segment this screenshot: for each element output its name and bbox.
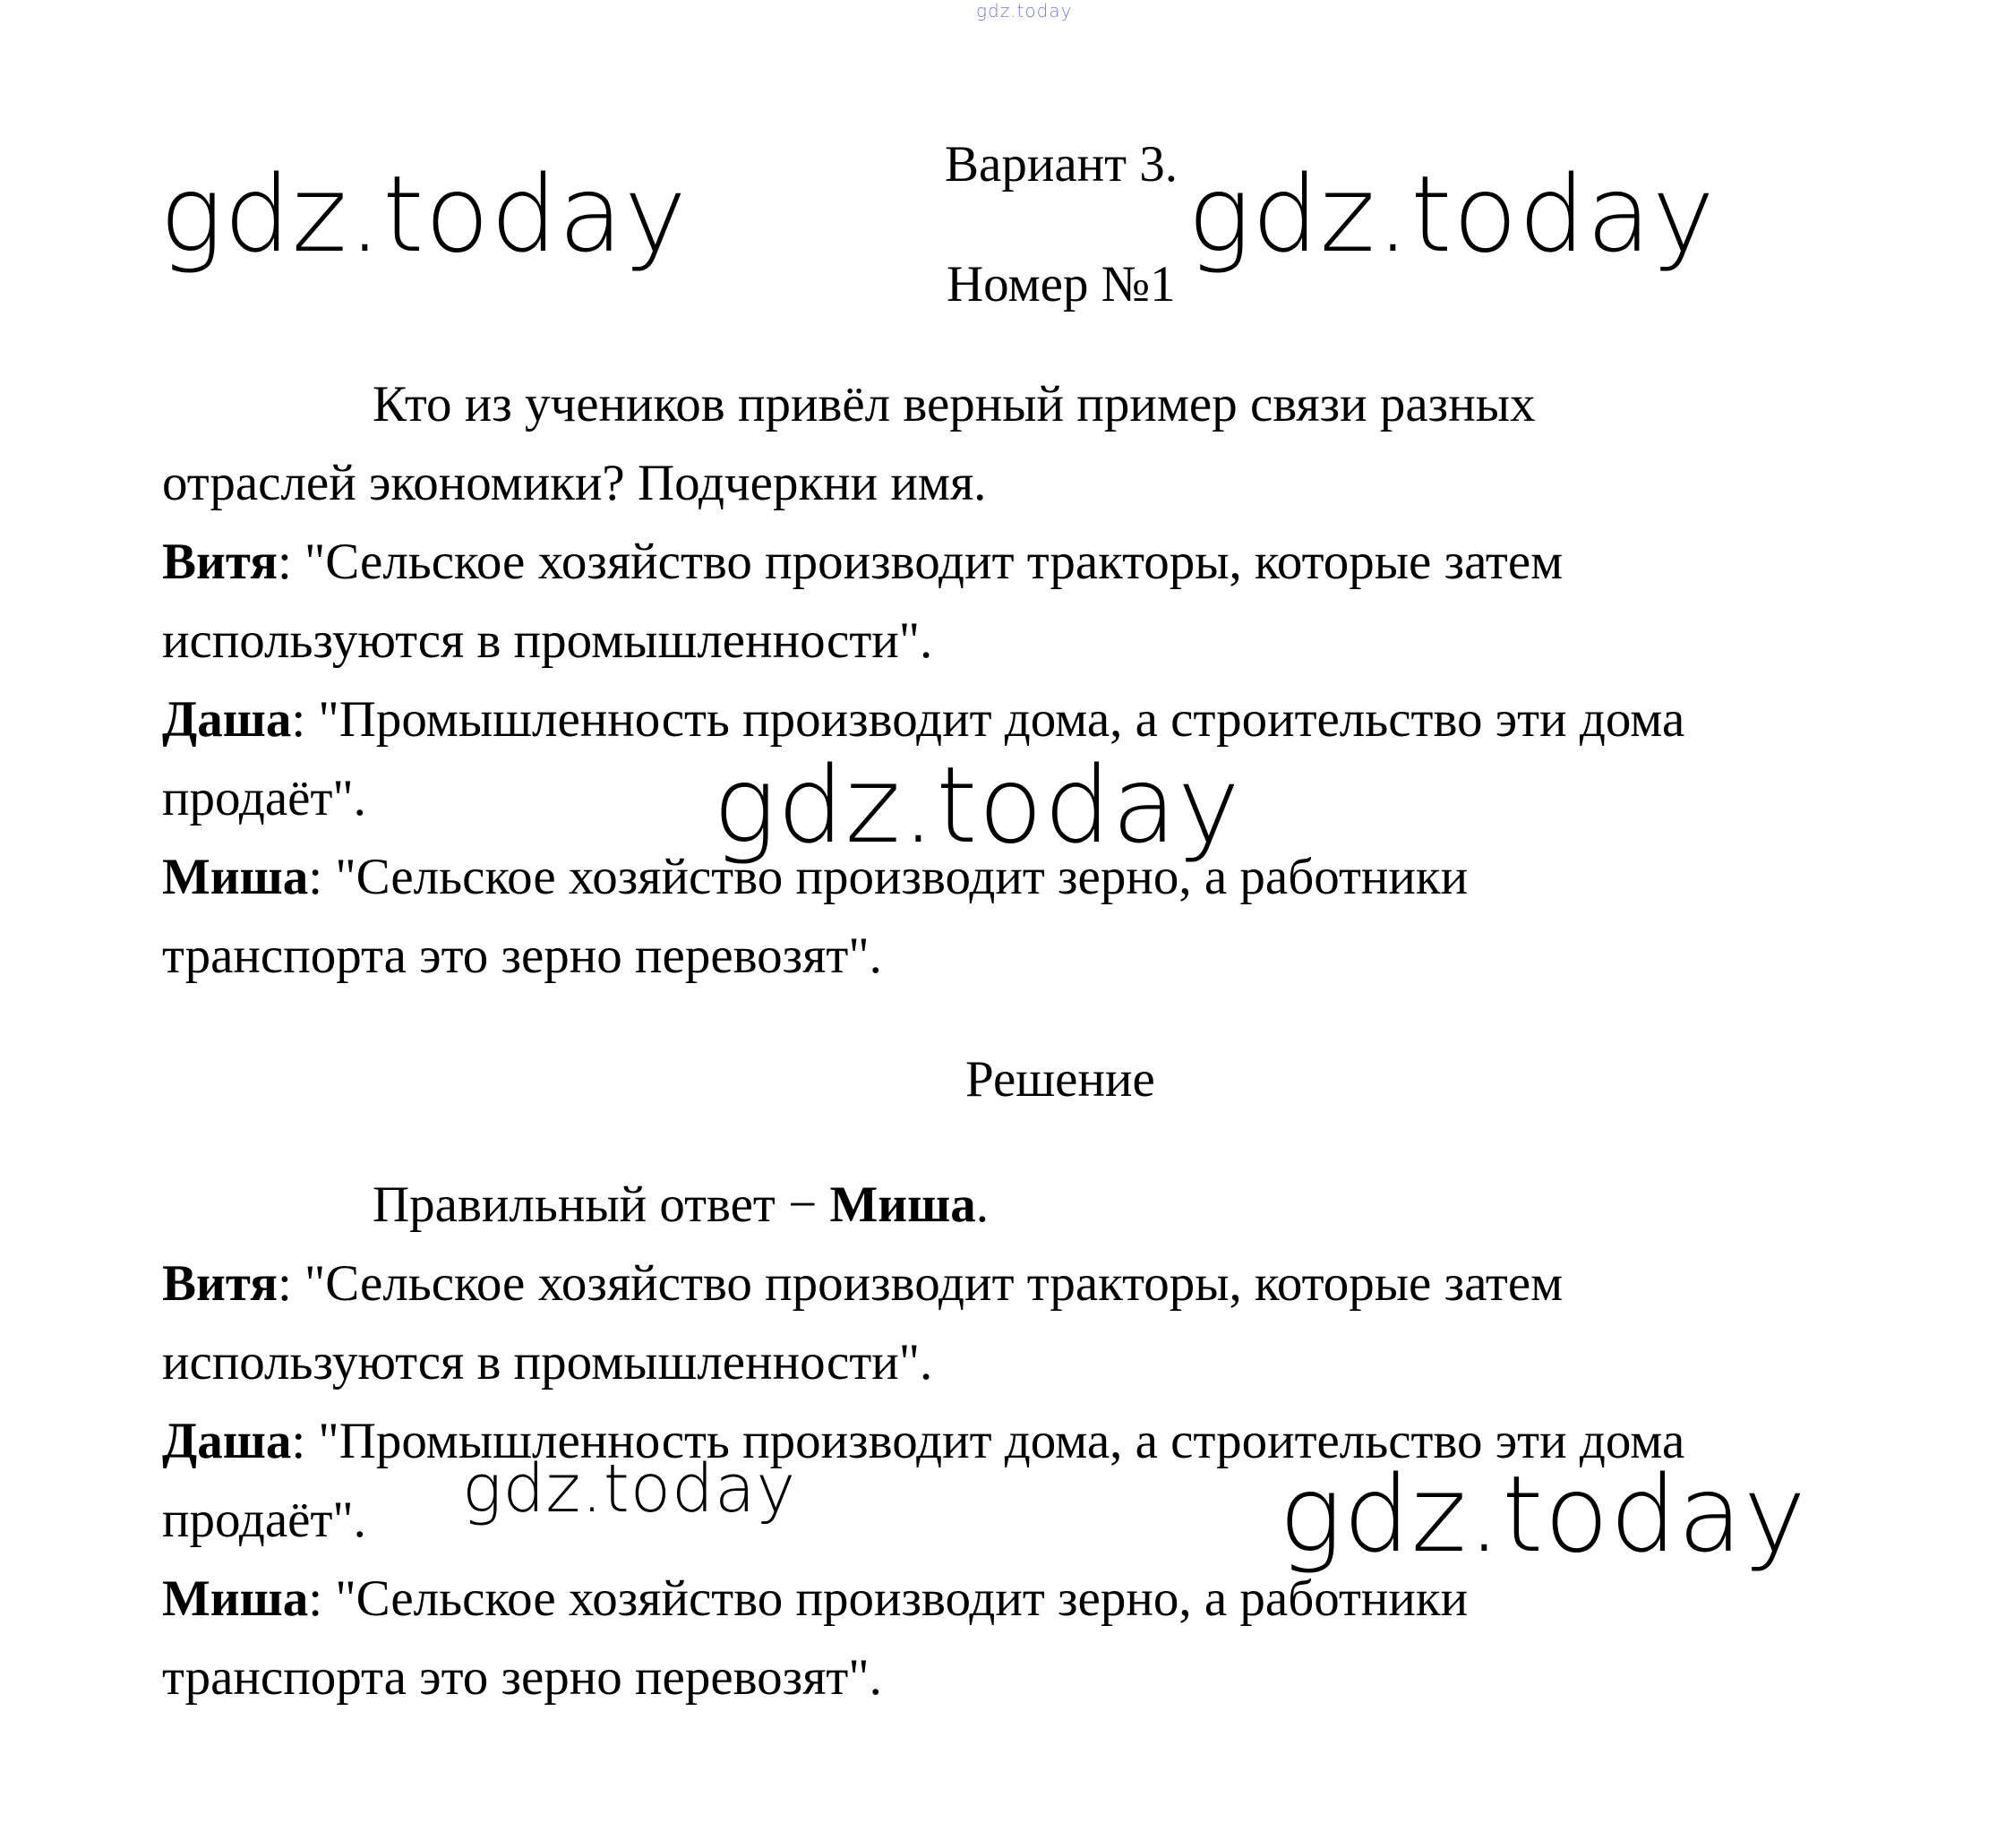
variant-heading: Вариант 3. [945, 136, 1178, 192]
correct-answer-line [373, 1175, 989, 1236]
watermark-lower-right: gdz.today [1279, 1452, 1807, 1576]
option-vitya-name: Витя [162, 534, 278, 590]
option-vitya-text: : "Сельское хозяйство производит тракторы, которые затем [277, 534, 1564, 590]
correct-answer-prefix: Правильный ответ − [373, 1176, 830, 1233]
option-dasha-text: : "Промышленность производит дома, а строительство эти дома [291, 691, 1685, 748]
question-text-line-2: отраслей экономики? Подчеркни имя. [162, 455, 987, 511]
solution-dasha-text: : "Промышленность производит дома, а строительство эти дома [291, 1413, 1685, 1469]
solution-dasha-line-1 [162, 1411, 1684, 1472]
solution-misha-name: Миша [162, 1570, 309, 1627]
solution-misha-line-2: транспорта это зерно перевозят". [162, 1649, 882, 1706]
option-dasha-line-2: продаёт". [162, 770, 366, 826]
question-text-line-1: Кто из учеников привёл верный пример связи разных [373, 376, 1536, 432]
option-dasha-line-1 [162, 689, 1684, 750]
watermark-lower-small: gdz.today [462, 1450, 797, 1527]
solution-dasha-line-2: продаёт". [162, 1492, 366, 1548]
option-misha-line-1 [162, 847, 1468, 908]
solution-vitya-line-2: используются в промышленности". [162, 1334, 933, 1390]
option-dasha-name: Даша [162, 691, 292, 748]
solution-vitya-text: : "Сельское хозяйство производит тракторы, которые затем [277, 1255, 1564, 1312]
solution-misha-text: : "Сельское хозяйство производит зерно, а работники [308, 1570, 1469, 1627]
solution-misha-line-1 [162, 1569, 1468, 1630]
option-misha-name: Миша [162, 849, 309, 905]
option-misha-text: : "Сельское хозяйство производит зерно, а работники [308, 849, 1469, 905]
solution-vitya-line-1 [162, 1253, 1563, 1314]
task-number-heading: Номер №1 [947, 256, 1176, 312]
option-vitya-line-2: используются в промышленности". [162, 612, 933, 669]
correct-answer-name: Миша [829, 1176, 976, 1233]
watermark-header-right: gdz.today [1187, 152, 1716, 276]
solution-heading: Решение [965, 1051, 1155, 1108]
option-vitya-line-1 [162, 532, 1563, 593]
watermark-top: gdz.today [976, 0, 1073, 21]
solution-vitya-name: Витя [162, 1255, 278, 1312]
solution-dasha-name: Даша [162, 1413, 292, 1469]
watermark-header-left: gdz.today [159, 152, 688, 276]
correct-answer-suffix: . [975, 1176, 989, 1233]
watermark-middle: gdz.today [713, 743, 1241, 867]
option-misha-line-2: транспорта это зерно перевозят". [162, 928, 882, 984]
